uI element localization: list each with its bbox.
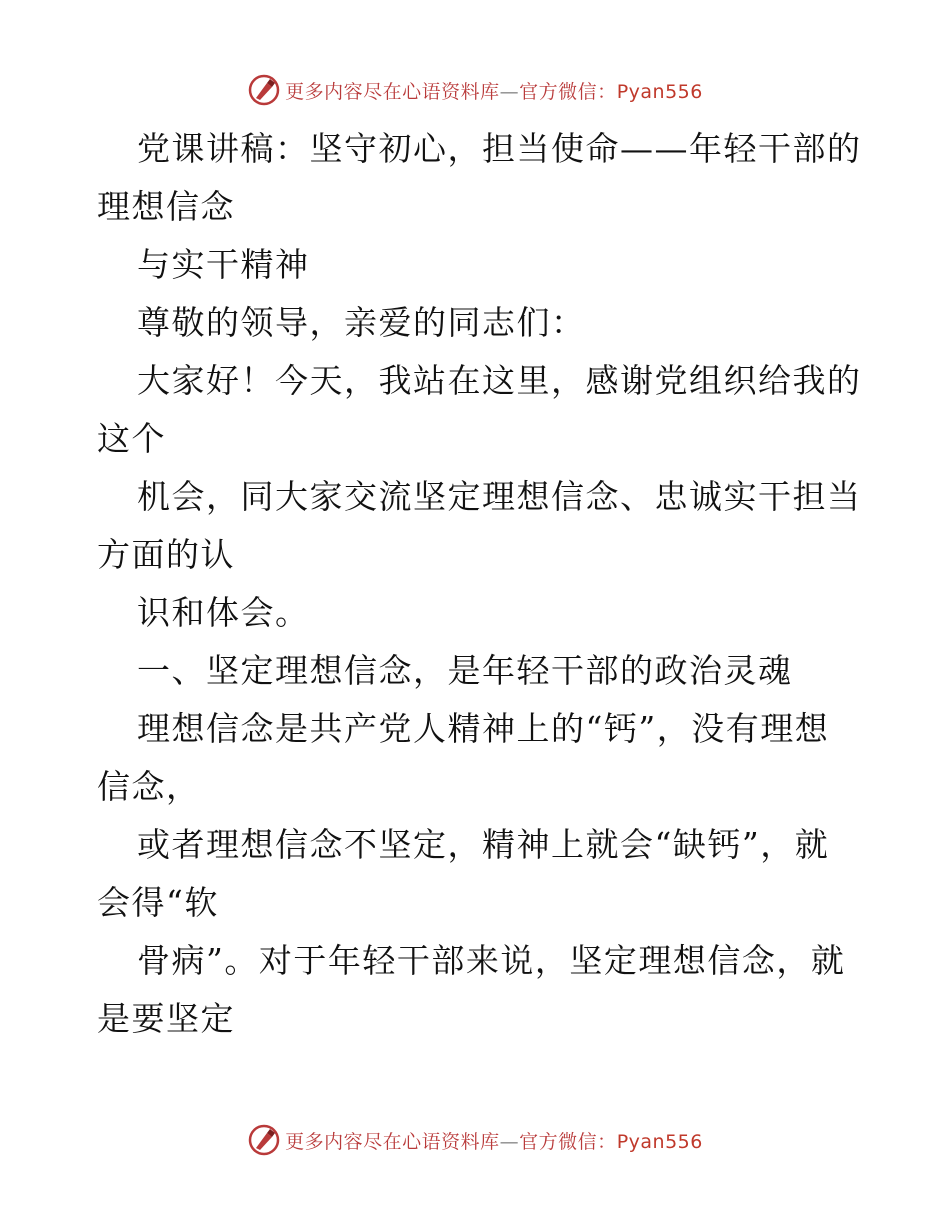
text-line: 识和体会。: [137, 593, 310, 632]
text-line: 是要坚定: [97, 999, 235, 1038]
document-body: [97, 120, 862, 1048]
footer-watermark: [0, 1120, 950, 1160]
watermark-account: Pyan556: [616, 80, 703, 103]
text-line: 一、坚定理想信念，是年轻干部的政治灵魂: [137, 651, 793, 690]
watermark-text: 更多内容尽在心语资料库: [285, 80, 500, 103]
text-line: 机会，同大家交流坚定理想信念、忠诚实干担当: [137, 477, 862, 516]
text-line: 理想信念: [97, 187, 235, 226]
text-line: 骨病”。对于年轻干部来说，坚定理想信念，就: [137, 941, 846, 980]
pen-nib-icon: [247, 1123, 281, 1157]
text-line: 党课讲稿：坚守初心，担当使命——年轻干部的: [137, 129, 862, 168]
watermark-text: 更多内容尽在心语资料库: [285, 1130, 500, 1153]
pen-nib-icon: [247, 73, 281, 107]
text-line: 与实干精神: [137, 245, 310, 284]
header-watermark: [0, 70, 950, 110]
text-line: 或者理想信念不坚定，精神上就会“缺钙”，就: [137, 825, 830, 864]
watermark-separator: —: [499, 1130, 520, 1153]
text-line: 尊敬的领导，亲爱的同志们：: [137, 303, 586, 342]
text-line: 会得“软: [97, 883, 219, 922]
text-line: 信念，: [97, 767, 201, 806]
text-line: 大家好！今天，我站在这里，感谢党组织给我的: [137, 361, 862, 400]
text-line: 理想信念是共产党人精神上的“钙”，没有理想: [137, 709, 830, 748]
watermark-suffix: 官方微信：: [519, 1130, 617, 1153]
watermark-account: Pyan556: [616, 1130, 703, 1153]
text-line: 这个: [97, 419, 166, 458]
watermark-suffix: 官方微信：: [519, 80, 617, 103]
watermark-separator: —: [499, 80, 520, 103]
text-line: 方面的认: [97, 535, 235, 574]
